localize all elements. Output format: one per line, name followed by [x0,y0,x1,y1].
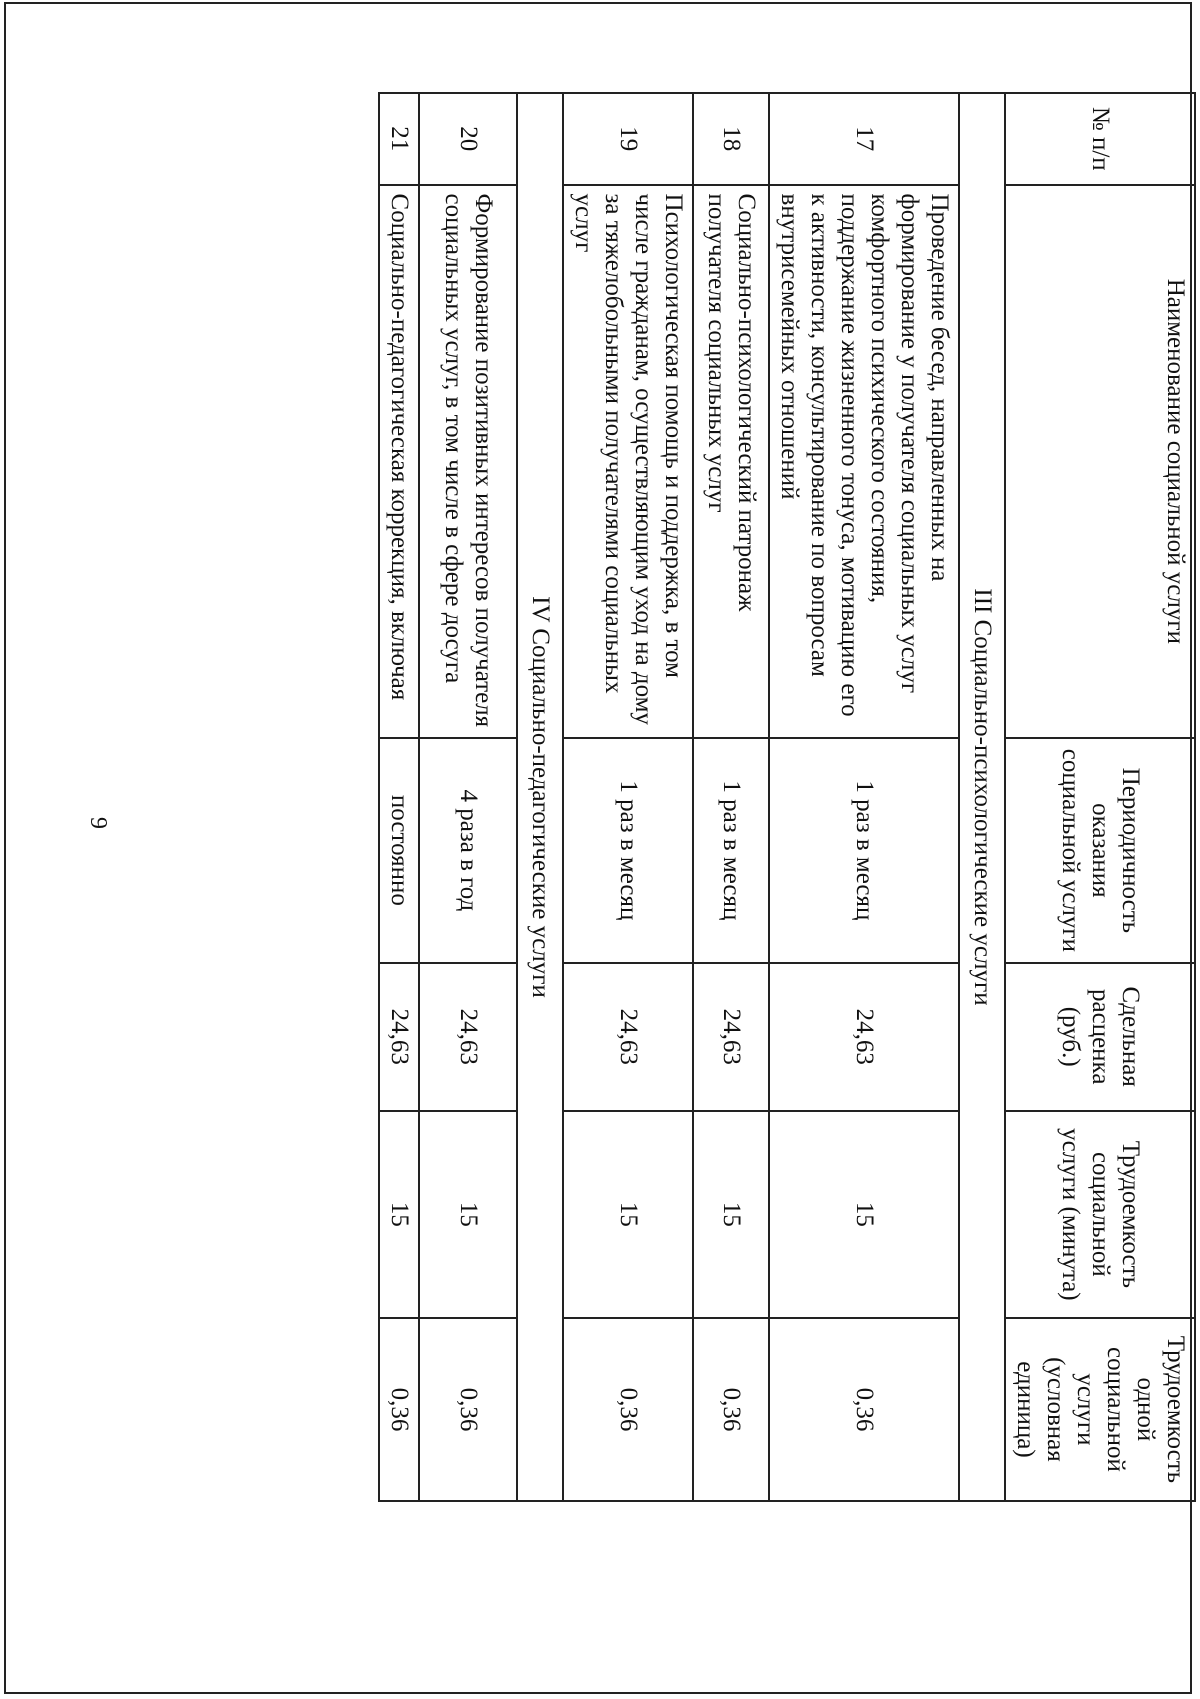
table-row [419,93,517,1501]
row-periodicity: 1 раз в месяц [769,738,959,962]
section-row [517,93,563,1501]
row-labor-minutes: 15 [419,1111,517,1318]
row-labor-unit: 0,36 [563,1318,693,1501]
row-num: 19 [563,93,693,185]
row-num: 17 [769,93,959,185]
row-name: Социально-педагогическая коррекция, включая [379,185,419,739]
rotated-table-container [149,92,1196,1502]
header-name: Наименование социальной услуги [1005,185,1195,739]
header-labor-minutes: Трудоемкость социальной услуги (минута) [1005,1111,1195,1318]
row-num: 18 [693,93,769,185]
table-row [379,93,419,1501]
section-row [959,93,1005,1501]
row-name: Психологическая помощь и поддержка, в том числе гражданам, осуществляющим уход на дому за тяжелобольными получателями социальных услуг [563,185,693,739]
row-labor-minutes: 15 [563,1111,693,1318]
row-periodicity: 1 раз в месяц [693,738,769,962]
row-labor-unit: 0,36 [419,1318,517,1501]
row-periodicity: 1 раз в месяц [563,738,693,962]
row-labor-minutes: 15 [379,1111,419,1318]
row-rate: 24,63 [379,963,419,1111]
row-rate: 24,63 [419,963,517,1111]
row-labor-minutes: 15 [693,1111,769,1318]
row-rate: 24,63 [693,963,769,1111]
page-number: 9 [85,817,111,829]
table-row [563,93,693,1501]
table-row [693,93,769,1501]
table-row [769,93,959,1501]
row-name: Формирование позитивных интересов получателя социальных услуг, в том числе в сфере досуга [419,185,517,739]
header-periodicity: Периодичность оказания социальной услуги [1005,738,1195,962]
row-labor-unit: 0,36 [379,1318,419,1501]
row-num: 20 [419,93,517,185]
header-row [1005,93,1195,1501]
section-title: III Социально-психологические услуги [959,93,1005,1501]
row-periodicity: постоянно [379,738,419,962]
row-name: Проведение бесед, направленных на формирование у получателя социальных услуг комфортного психического состояния, поддержание жизненного тонуса, мотивацию его к активности, консультирование по вопросам внутрисемейных отношений [769,185,959,739]
row-name: Социально-психологический патронаж получателя социальных услуг [693,185,769,739]
row-num: 21 [379,93,419,185]
header-num: № п/п [1005,93,1195,185]
row-labor-minutes: 15 [769,1111,959,1318]
row-rate: 24,63 [563,963,693,1111]
header-rate: Сдельная расценка (руб.) [1005,963,1195,1111]
row-labor-unit: 0,36 [769,1318,959,1501]
row-labor-unit: 0,36 [693,1318,769,1501]
services-table [378,92,1196,1502]
row-periodicity: 4 раза в год [419,738,517,962]
header-labor-unit: Трудоемкость одной социальной услуги (условная единица) [1005,1318,1195,1501]
row-rate: 24,63 [769,963,959,1111]
section-title: IV Социально-педагогические услуги [517,93,563,1501]
